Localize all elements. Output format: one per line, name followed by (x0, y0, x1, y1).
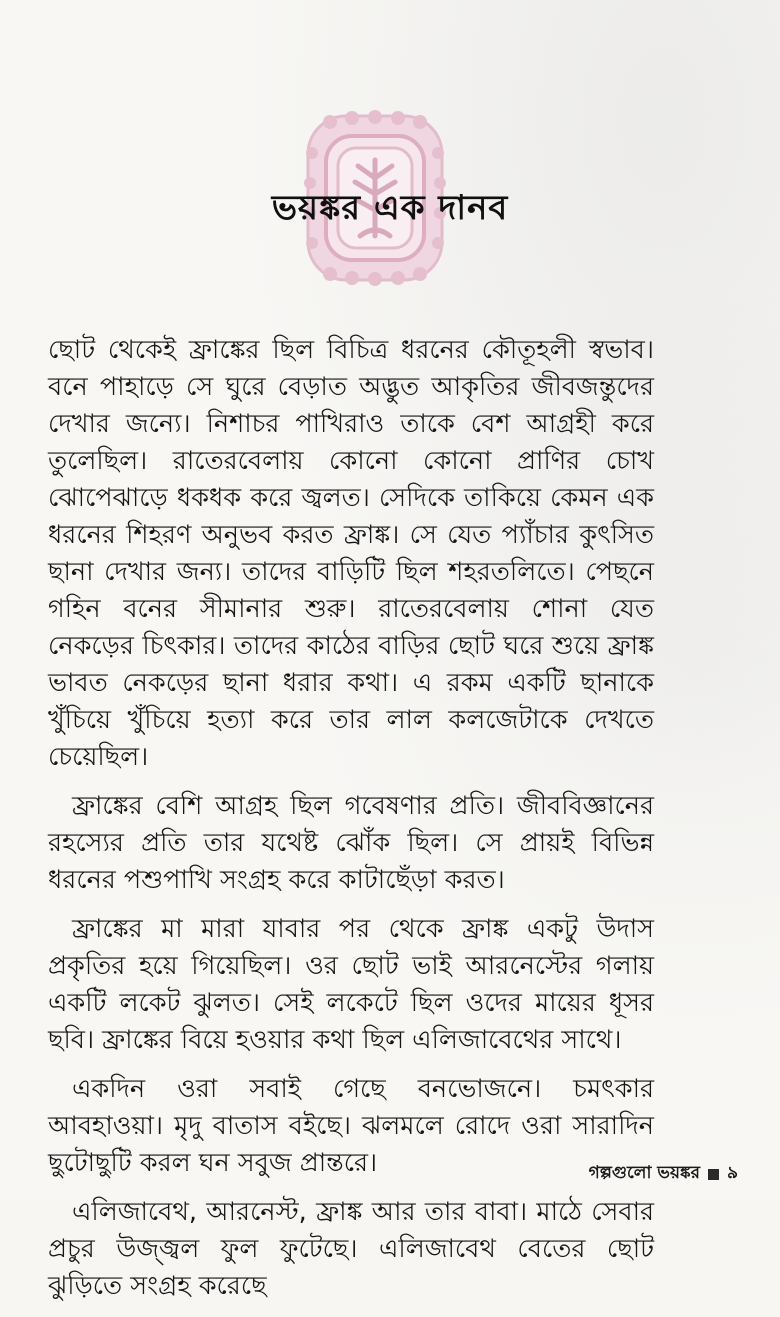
paragraph: একদিন ওরা সবাই গেছে বনভোজনে। চমৎকার আবহাওয়া। মৃদু বাতাস বইছে। ঝলমলে রোদে ওরা সারাদিন ছুটোছুটি করল ঘন সবুজ প্রান্তরে। (48, 1074, 654, 1178)
paragraph: ফ্রাঙ্কের বেশি আগ্রহ ছিল গবেষণার প্রতি। জীববিজ্ঞানের রহস্যের প্রতি তার যথেষ্ট ঝোঁক ছিল। সে প্রায়ই বিভিন্ন ধরনের পশুপাখি সংগ্রহ করে কাটাছেঁড়া করত। (48, 791, 654, 895)
page-number: ৯ (726, 1163, 738, 1183)
page-footer (589, 1160, 738, 1188)
paragraph: ফ্রাঙ্কের মা মারা যাবার পর থেকে ফ্রাঙ্ক একটু উদাস প্রকৃতির হয়ে গিয়েছিল। ওর ছোট ভাই আরনেস্টের গলায় একটি লকেট ঝুলত। সেই লকেটে ছিল ওদের মায়ের ধূসর ছবি। ফ্রাঙ্কের বিয়ে হওয়ার কথা ছিল এলিজাবেথের সাথে। (48, 914, 654, 1055)
square-bullet-icon (708, 1169, 719, 1180)
chapter-body (48, 332, 654, 1317)
running-title: গল্পগুলো ভয়ঙ্কর (588, 1163, 700, 1183)
paragraph: ছোট থেকেই ফ্রাঙ্কের ছিল বিচিত্র ধরনের কৌতূহলী স্বভাব। বনে পাহাড়ে সে ঘুরে বেড়াত অদ্ভুত আকৃতির জীবজন্তুদের দেখার জন্যে। নিশাচর পাখিরাও তাকে বেশ আগ্রহী করে তুলেছিল। রাতেরবেলায় কোনো কোনো প্রাণির চোখ ঝোপেঝাড়ে ধকধক করে জ্বলত। সেদিকে তাকিয়ে কেমন এক ধরনের শিহরণ অনুভব করত ফ্রাঙ্ক। সে যেত প্যাঁচার কুৎসিত ছানা দেখার জন্য। তাদের বাড়িটি ছিল শহরতলিতে। পেছনে গহিন বনের সীমানার শুরু। রাতেরবেলায় শোনা যেত নেকড়ের চিৎকার। তাদের কাঠের বাড়ির ছোট ঘরে শুয়ে ফ্রাঙ্ক ভাবত নেকড়ের ছানা ধরার কথা। এ রকম একটি ছানাকে খুঁচিয়ে খুঁচিয়ে হত্যা করে তার লাল কলজেটাকে দেখতে চেয়েছিল। (48, 335, 654, 772)
chapter-title: ভয়ঙ্কর এক দানব (271, 188, 509, 228)
paragraph: এলিজাবেথ, আরনেস্ট, ফ্রাঙ্ক আর তার বাবা। মাঠে সেবার প্রচুর উজ্জ্বল ফুল ফুটেছে। এলিজাবেথ বেতের ছোট ঝুড়িতে সংগ্রহ করেছে (48, 1197, 654, 1301)
